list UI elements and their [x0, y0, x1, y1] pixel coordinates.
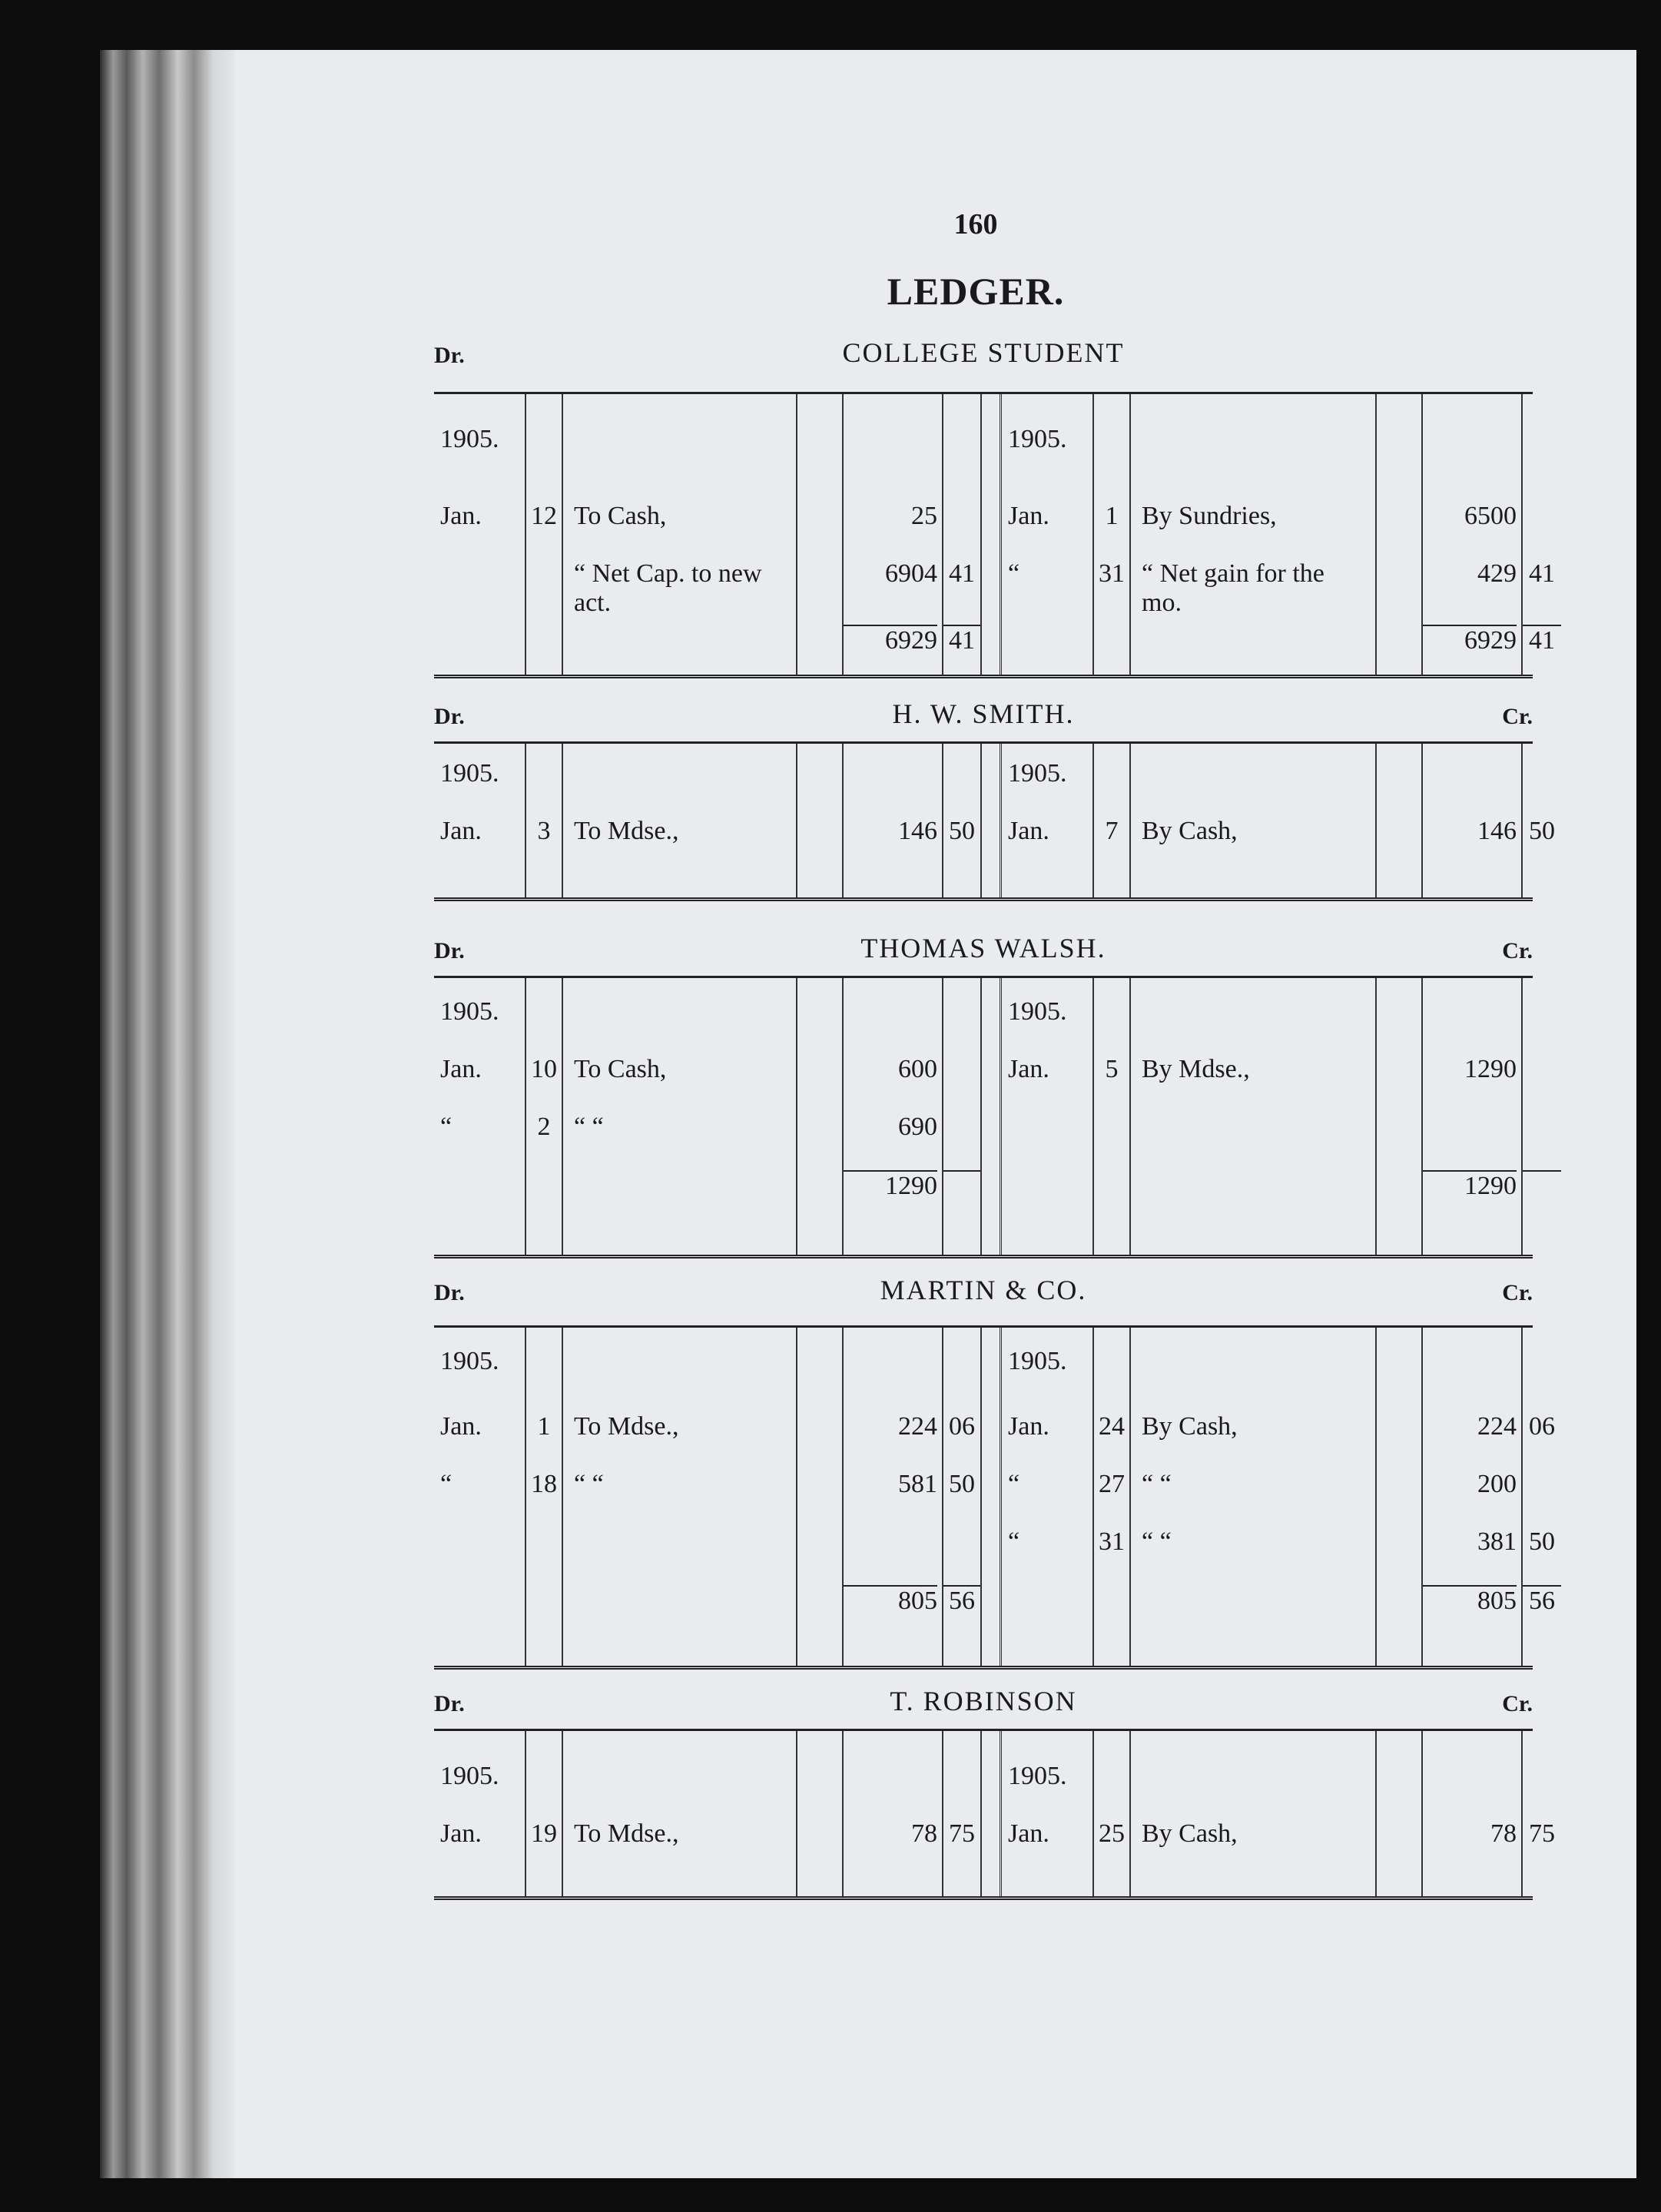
- debit-year: 1905.: [440, 1762, 499, 1790]
- debit-year: 1905.: [440, 1347, 499, 1375]
- debit-day-column: [526, 744, 563, 897]
- ledger-account: [434, 1260, 1555, 1615]
- debit-cents-column: [943, 1731, 982, 1896]
- debit-folio-column: [797, 1328, 844, 1666]
- debit-total-dollars: 1290: [844, 1170, 937, 1201]
- credit-total-dollars: 805: [1423, 1585, 1517, 1616]
- account-name: MARTIN & CO.: [880, 1275, 1087, 1305]
- debit-amount-cents: 75: [949, 1819, 975, 1848]
- credit-amount-dollars: 146: [1477, 817, 1517, 845]
- debit-total-cents: [943, 1170, 980, 1172]
- credit-day: 27: [1099, 1470, 1125, 1498]
- debit-particulars: To Mdse.,: [574, 1819, 679, 1848]
- debit-dollars-column: [844, 744, 943, 897]
- credit-total-cents: [1523, 1170, 1561, 1172]
- ledger-account: [434, 918, 1533, 1200]
- debit-amount-cents: 50: [949, 817, 975, 845]
- debit-date-column: [434, 1731, 526, 1896]
- center-divider: [982, 978, 1002, 1255]
- credit-day-column: [1094, 1328, 1131, 1666]
- debit-amount-cents: 06: [949, 1412, 975, 1441]
- credit-month: “: [1008, 1527, 1020, 1556]
- account-table: [434, 1729, 1555, 1900]
- debit-cents-column: [943, 978, 982, 1255]
- credit-amount-cents: 75: [1529, 1819, 1555, 1848]
- account-table: [434, 976, 1533, 1259]
- credit-particulars: By Cash,: [1142, 1412, 1238, 1441]
- credit-total-dollars: 6929: [1423, 625, 1517, 655]
- debit-particulars-column: [563, 1731, 797, 1896]
- credit-day: 7: [1105, 817, 1119, 845]
- credit-particulars: By Cash,: [1142, 1819, 1238, 1848]
- credit-amount-dollars: 381: [1477, 1527, 1517, 1556]
- credit-day-column: [1094, 978, 1131, 1255]
- credit-total-cents: 41: [1523, 625, 1561, 655]
- ledger-account: [434, 684, 1555, 845]
- debit-label: Dr.: [434, 1691, 465, 1716]
- credit-label: Cr.: [1502, 1691, 1533, 1716]
- credit-day: 1: [1105, 502, 1119, 530]
- debit-total-cents: 41: [943, 625, 980, 655]
- account-header: [434, 1671, 1533, 1725]
- debit-month: “: [440, 1470, 453, 1498]
- credit-particulars: By Mdse.,: [1142, 1055, 1250, 1083]
- credit-month: “: [1008, 1470, 1020, 1498]
- credit-amount-dollars: 224: [1477, 1412, 1517, 1441]
- credit-day: 25: [1099, 1819, 1125, 1848]
- debit-dollars-column: [844, 1328, 943, 1666]
- credit-amount-dollars: 1290: [1464, 1055, 1517, 1083]
- credit-particulars-column: [1131, 978, 1377, 1255]
- account-header: [434, 323, 1533, 376]
- debit-day: 10: [531, 1055, 557, 1083]
- debit-particulars-column: [563, 744, 797, 897]
- credit-amount-cents: 41: [1529, 559, 1555, 588]
- debit-cents-column: [943, 394, 982, 675]
- account-name: H. W. SMITH.: [892, 698, 1075, 729]
- debit-day: 12: [531, 502, 557, 530]
- ledger-account: [434, 323, 1555, 655]
- credit-folio-column: [1377, 744, 1423, 897]
- debit-particulars: To Cash,: [574, 1055, 667, 1083]
- debit-amount-dollars: 581: [898, 1470, 937, 1498]
- debit-year: 1905.: [440, 425, 499, 453]
- debit-month: “: [440, 1113, 453, 1141]
- credit-particulars: “ “: [1142, 1527, 1172, 1556]
- debit-month: Jan.: [440, 1412, 482, 1441]
- debit-amount-dollars: 690: [898, 1113, 937, 1141]
- debit-total-dollars: 805: [844, 1585, 937, 1616]
- debit-particulars: “ Net Cap. to new act.: [574, 559, 762, 617]
- center-divider: [982, 394, 1002, 675]
- credit-year: 1905.: [1008, 759, 1067, 788]
- credit-date-column: [1002, 1731, 1094, 1896]
- debit-particulars: To Cash,: [574, 502, 667, 530]
- credit-cents-column: [1523, 744, 1561, 897]
- debit-amount-dollars: 6904: [885, 559, 937, 588]
- debit-year: 1905.: [440, 759, 499, 788]
- credit-folio-column: [1377, 1731, 1423, 1896]
- credit-dollars-column: [1423, 1328, 1523, 1666]
- debit-particulars-column: [563, 1328, 797, 1666]
- center-divider: [982, 1328, 1002, 1666]
- debit-label: Dr.: [434, 1280, 465, 1305]
- credit-dollars-column: [1423, 394, 1523, 675]
- account-name: T. ROBINSON: [890, 1686, 1077, 1716]
- debit-label: Dr.: [434, 938, 465, 963]
- debit-amount-dollars: 146: [898, 817, 937, 845]
- credit-month: Jan.: [1008, 817, 1049, 845]
- credit-dollars-column: [1423, 744, 1523, 897]
- credit-day: 5: [1105, 1055, 1119, 1083]
- credit-folio-column: [1377, 394, 1423, 675]
- debit-particulars-column: [563, 394, 797, 675]
- debit-day: 3: [537, 817, 551, 845]
- debit-folio-column: [797, 978, 844, 1255]
- credit-date-column: [1002, 394, 1094, 675]
- credit-amount-cents: 50: [1529, 817, 1555, 845]
- debit-month: Jan.: [440, 502, 482, 530]
- debit-day: 1: [537, 1412, 551, 1441]
- credit-day: 31: [1099, 559, 1125, 588]
- credit-label: Cr.: [1502, 704, 1533, 729]
- credit-particulars: By Sundries,: [1142, 502, 1277, 530]
- debit-date-column: [434, 744, 526, 897]
- credit-amount-dollars: 200: [1477, 1470, 1517, 1498]
- debit-amount-dollars: 224: [898, 1412, 937, 1441]
- account-table: [434, 392, 1555, 678]
- credit-day-column: [1094, 744, 1131, 897]
- credit-total-dollars: 1290: [1423, 1170, 1517, 1201]
- credit-year: 1905.: [1008, 425, 1067, 453]
- credit-month: Jan.: [1008, 502, 1049, 530]
- credit-folio-column: [1377, 978, 1423, 1255]
- debit-particulars: To Mdse.,: [574, 1412, 679, 1441]
- credit-cents-column: [1523, 1328, 1561, 1666]
- credit-amount-dollars: 6500: [1464, 502, 1517, 530]
- account-table: [434, 1325, 1555, 1670]
- debit-date-column: [434, 394, 526, 675]
- debit-year: 1905.: [440, 997, 499, 1026]
- debit-amount-cents: 41: [949, 559, 975, 588]
- debit-particulars: “ “: [574, 1113, 604, 1141]
- credit-date-column: [1002, 1328, 1094, 1666]
- credit-month: Jan.: [1008, 1412, 1049, 1441]
- account-header: [434, 918, 1533, 972]
- debit-dollars-column: [844, 1731, 943, 1896]
- credit-particulars: By Cash,: [1142, 817, 1238, 845]
- debit-label: Dr.: [434, 704, 465, 729]
- debit-particulars: To Mdse.,: [574, 817, 679, 845]
- credit-amount-dollars: 429: [1477, 559, 1517, 588]
- debit-date-column: [434, 978, 526, 1255]
- center-divider: [982, 1731, 1002, 1896]
- credit-date-column: [1002, 978, 1094, 1255]
- credit-total-cents: 56: [1523, 1585, 1561, 1616]
- credit-particulars: “ Net gain for the mo.: [1142, 559, 1324, 617]
- debit-total-dollars: 6929: [844, 625, 937, 655]
- credit-particulars-column: [1131, 1328, 1377, 1666]
- debit-day-column: [526, 394, 563, 675]
- debit-day-column: [526, 978, 563, 1255]
- credit-cents-column: [1523, 394, 1561, 675]
- debit-total-cents: 56: [943, 1585, 980, 1616]
- credit-year: 1905.: [1008, 1762, 1067, 1790]
- credit-day-column: [1094, 1731, 1131, 1896]
- debit-amount-dollars: 600: [898, 1055, 937, 1083]
- credit-particulars-column: [1131, 1731, 1377, 1896]
- credit-particulars-column: [1131, 744, 1377, 897]
- credit-cents-column: [1523, 978, 1561, 1255]
- debit-dollars-column: [844, 394, 943, 675]
- account-name: THOMAS WALSH.: [860, 933, 1106, 963]
- credit-cents-column: [1523, 1731, 1561, 1896]
- credit-particulars: “ “: [1142, 1470, 1172, 1498]
- debit-month: Jan.: [440, 1055, 482, 1083]
- debit-particulars-column: [563, 978, 797, 1255]
- debit-day: 19: [531, 1819, 557, 1848]
- debit-day-column: [526, 1731, 563, 1896]
- book-spine-edge: [100, 50, 234, 2178]
- debit-date-column: [434, 1328, 526, 1666]
- credit-amount-cents: 06: [1529, 1412, 1555, 1441]
- credit-label: Cr.: [1502, 1280, 1533, 1305]
- credit-amount-dollars: 78: [1490, 1819, 1517, 1848]
- account-header: [434, 684, 1533, 738]
- account-name: COLLEGE STUDENT: [842, 337, 1125, 368]
- account-table: [434, 741, 1555, 901]
- credit-date-column: [1002, 744, 1094, 897]
- debit-amount-dollars: 78: [911, 1819, 937, 1848]
- credit-month: Jan.: [1008, 1055, 1049, 1083]
- debit-folio-column: [797, 1731, 844, 1896]
- ledger-account: [434, 1671, 1555, 1848]
- page-number: 160: [953, 208, 998, 240]
- debit-particulars: “ “: [574, 1470, 604, 1498]
- debit-amount-cents: 50: [949, 1470, 975, 1498]
- debit-month: Jan.: [440, 817, 482, 845]
- credit-year: 1905.: [1008, 1347, 1067, 1375]
- credit-month: Jan.: [1008, 1819, 1049, 1848]
- center-divider: [982, 744, 1002, 897]
- credit-year: 1905.: [1008, 997, 1067, 1026]
- account-header: [434, 1260, 1533, 1314]
- credit-label: Cr.: [1502, 938, 1533, 963]
- debit-folio-column: [797, 394, 844, 675]
- debit-dollars-column: [844, 978, 943, 1255]
- debit-day-column: [526, 1328, 563, 1666]
- credit-dollars-column: [1423, 1731, 1523, 1896]
- debit-amount-dollars: 25: [911, 502, 937, 530]
- credit-day-column: [1094, 394, 1131, 675]
- page-title: LEDGER.: [887, 270, 1065, 313]
- debit-cents-column: [943, 1328, 982, 1666]
- credit-dollars-column: [1423, 978, 1523, 1255]
- debit-day: 2: [537, 1113, 551, 1141]
- debit-label: Dr.: [434, 343, 465, 368]
- credit-folio-column: [1377, 1328, 1423, 1666]
- debit-folio-column: [797, 744, 844, 897]
- credit-particulars-column: [1131, 394, 1377, 675]
- debit-day: 18: [531, 1470, 557, 1498]
- debit-month: Jan.: [440, 1819, 482, 1848]
- credit-amount-cents: 50: [1529, 1527, 1555, 1556]
- debit-cents-column: [943, 744, 982, 897]
- credit-day: 24: [1099, 1412, 1125, 1441]
- credit-month: “: [1008, 559, 1020, 588]
- credit-day: 31: [1099, 1527, 1125, 1556]
